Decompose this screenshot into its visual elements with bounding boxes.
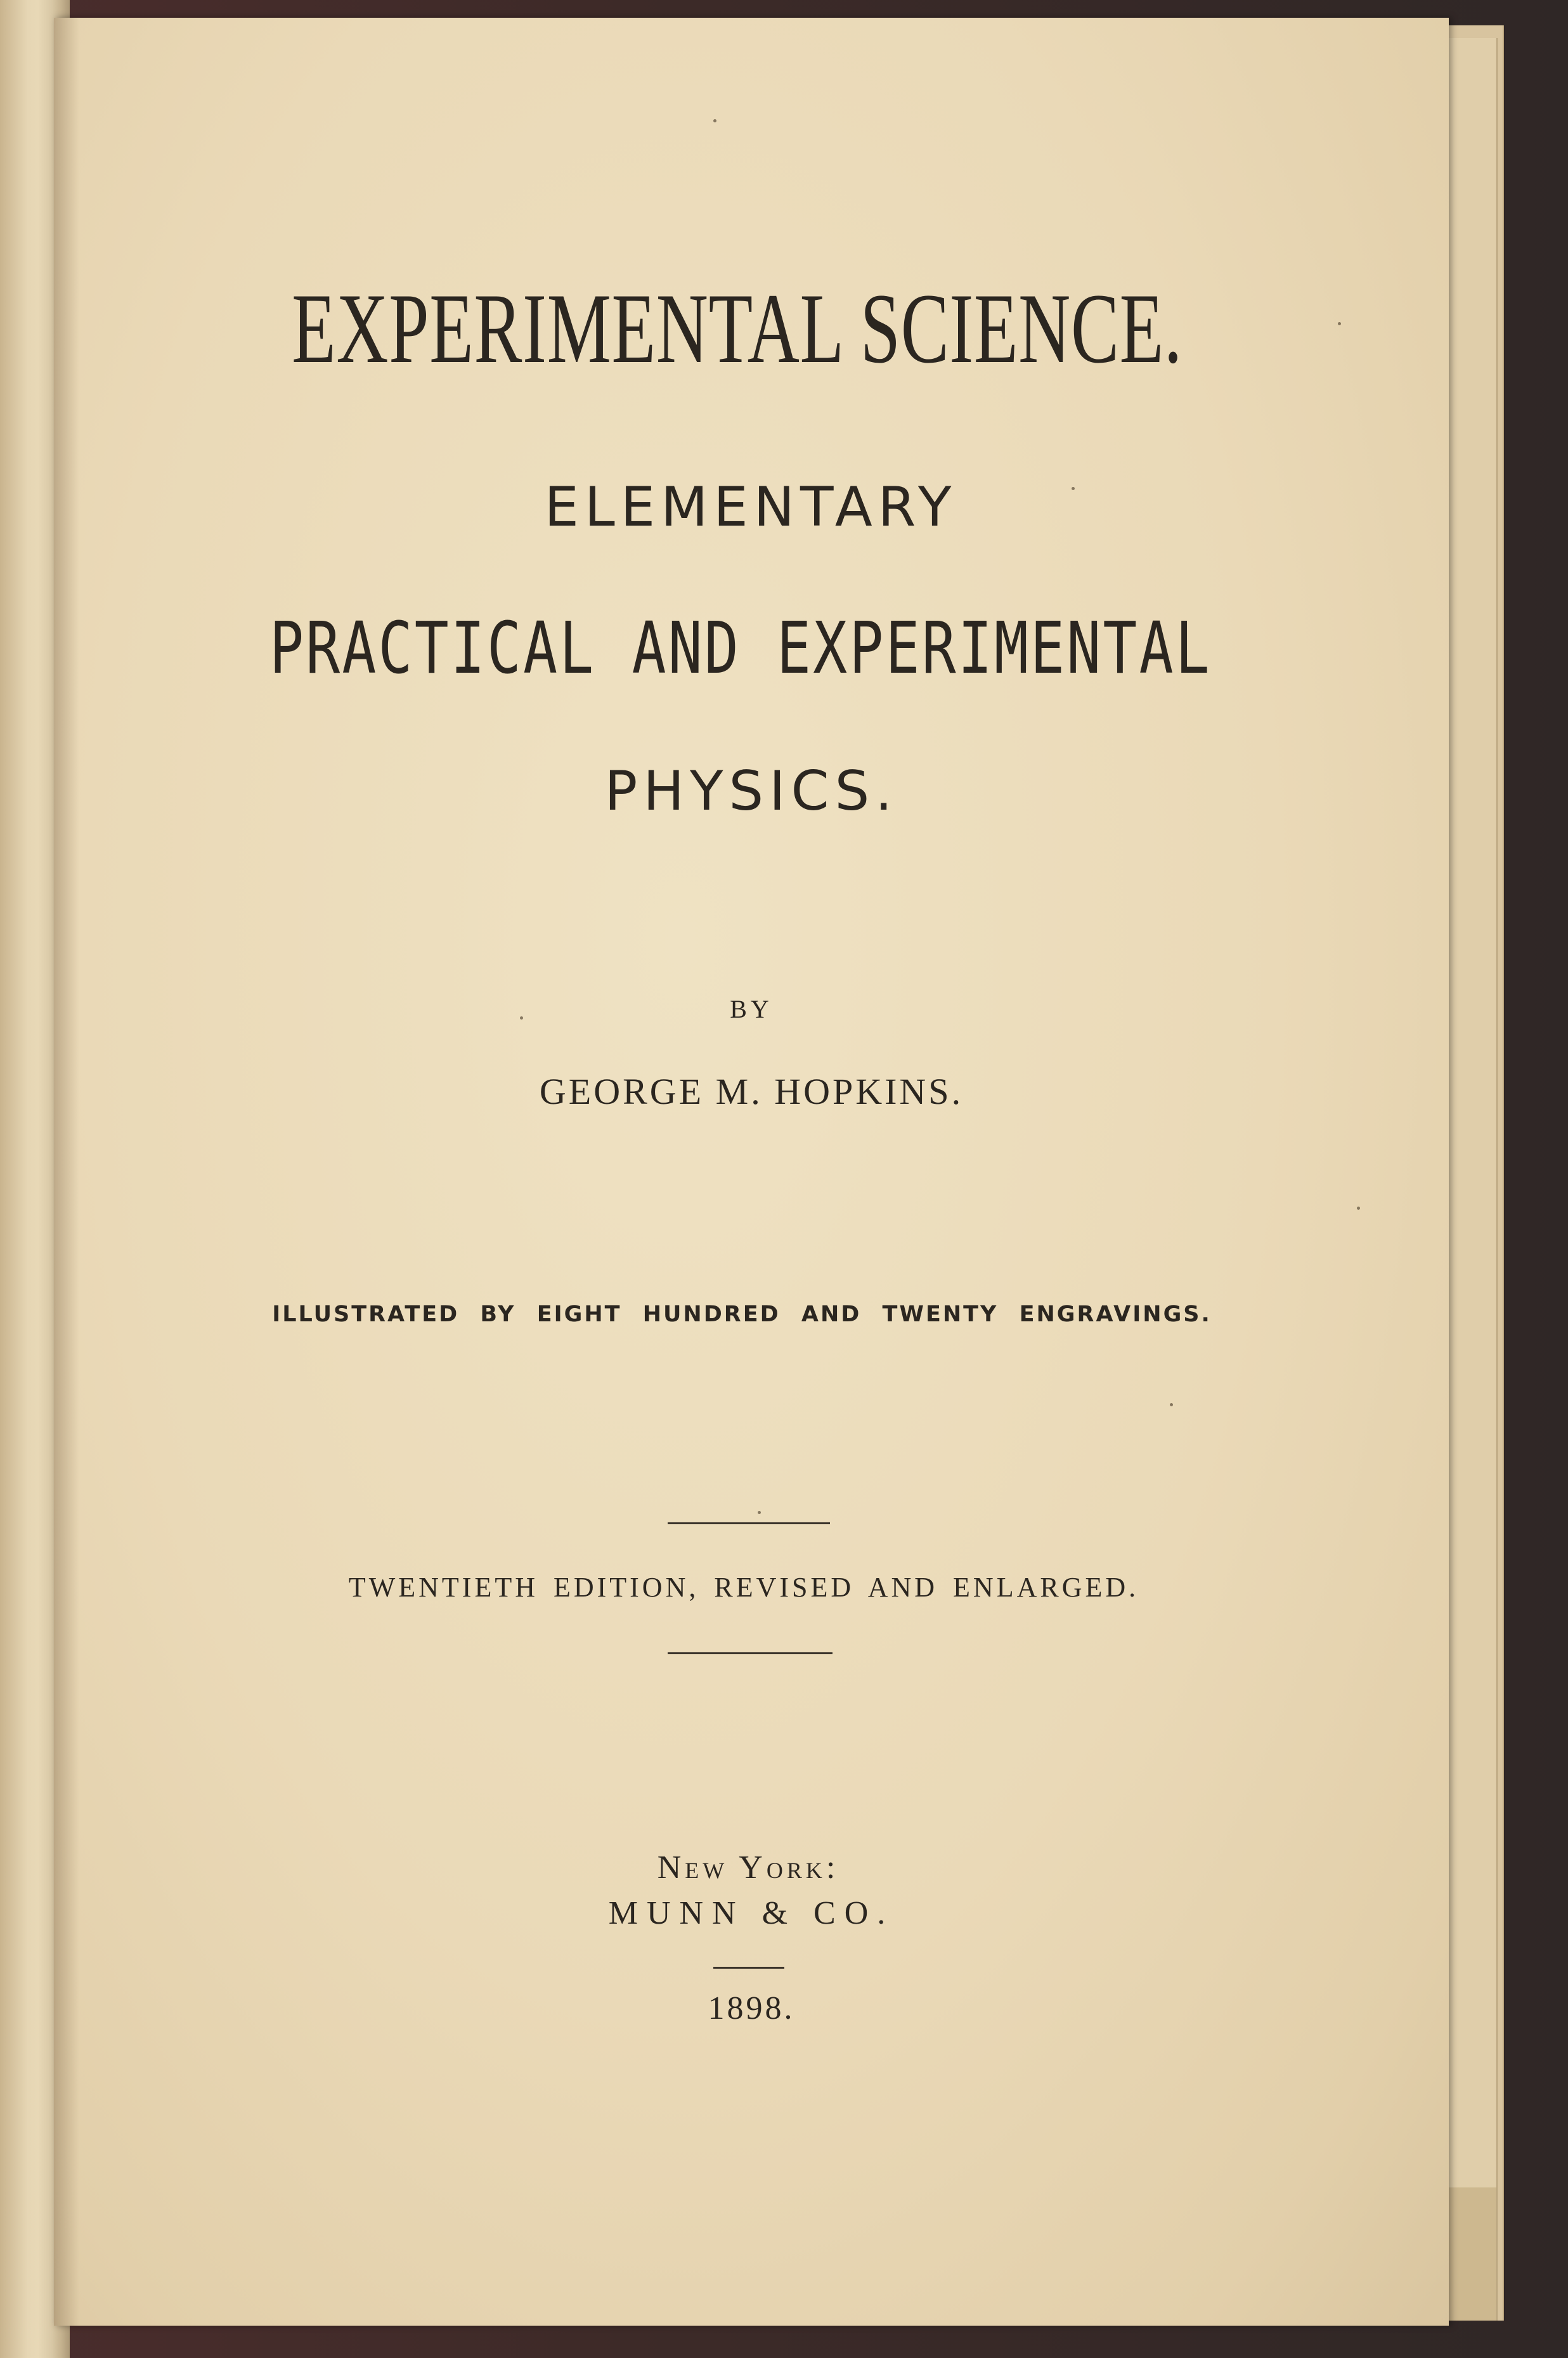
illustrations-note: ILLUSTRATED BY EIGHT HUNDRED AND TWENTY ENGRAVINGS.	[272, 1302, 1212, 1327]
publisher-name: MUNN & CO.	[608, 1895, 895, 1931]
subtitle-elementary: ELEMENTARY	[544, 476, 957, 539]
publication-year: 1898.	[708, 1990, 795, 2026]
rule-above-edition	[668, 1522, 830, 1524]
subtitle-practical-experimental: PRACTICAL AND EXPERIMENTAL	[269, 607, 1212, 690]
paper-speck	[1170, 1403, 1173, 1406]
paper-speck	[1072, 487, 1075, 490]
by-line: BY	[730, 995, 773, 1023]
paper-speck	[1357, 1207, 1360, 1210]
rule-above-year	[713, 1967, 784, 1969]
paper-speck	[1338, 322, 1341, 325]
publication-place: New York:	[657, 1849, 839, 1886]
paper-speck	[520, 1016, 523, 1020]
author-name: GEORGE M. HOPKINS.	[539, 1071, 964, 1112]
rule-below-edition	[668, 1652, 833, 1654]
subtitle-physics: PHYSICS.	[604, 760, 898, 823]
book-title: EXPERIMENTAL SCIENCE.	[292, 273, 1182, 384]
paper-speck	[713, 119, 716, 122]
edition-note: TWENTIETH EDITION, REVISED AND ENLARGED.	[348, 1572, 1139, 1603]
paper-speck	[758, 1511, 761, 1514]
title-page	[54, 18, 1449, 2326]
page-edge-bottom	[1446, 2187, 1498, 2321]
